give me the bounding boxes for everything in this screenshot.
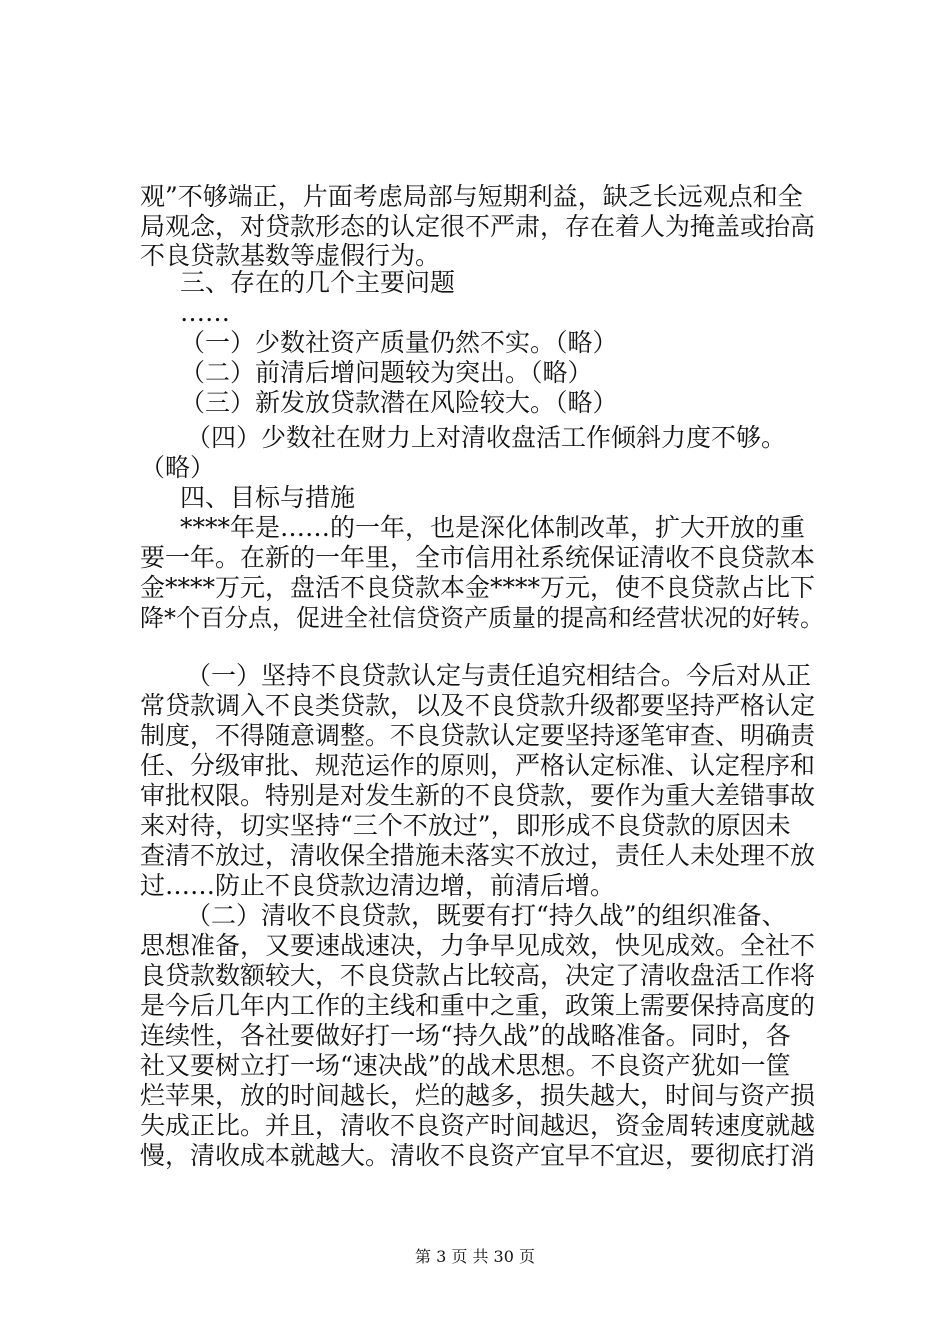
- text-line: 要一年。在新的一年里，全市信用社系统保证清收不良贷款本: [140, 543, 816, 572]
- ellipsis-line: ……: [180, 298, 230, 327]
- text-line: 过……防止不良贷款边清边增，前清后增。: [140, 871, 616, 900]
- text-line: 审批权限。特别是对发生新的不良贷款，要作为重大差错事故: [140, 781, 816, 810]
- text-line: 慢，清收成本就越大。清收不良资产宜早不宜迟，要彻底打消: [140, 1141, 816, 1170]
- list-item: （二）前清后增问题较为突出。（略）: [180, 358, 593, 387]
- text-line: 良贷款数额较大，不良贷款占比较高，决定了清收盘活工作将: [140, 961, 816, 990]
- text-line: 社又要树立打一场“速决战”的战术思想。不良资产犹如一筐: [140, 1051, 791, 1080]
- text-line: 烂苹果，放的时间越长，烂的越多，损失越大，时间与资产损: [140, 1081, 816, 1110]
- list-item: （四）少数社在财力上对清收盘活工作倾斜力度不够。: [186, 423, 787, 452]
- text-line: （二）清收不良贷款，既要有打“持久战”的组织准备、: [186, 901, 787, 930]
- text-line: （一）坚持不良贷款认定与责任追究相结合。今后对从正: [186, 661, 812, 690]
- text-line: 任、分级审批、规范运作的原则，严格认定标准、认定程序和: [140, 751, 816, 780]
- text-line: 思想准备，又要速战速决，力争早见成效，快见成效。全社不: [140, 931, 816, 960]
- page-number-footer: 第 3 页 共 30 页: [415, 1247, 535, 1266]
- text-line: 查清不放过，清收保全措施未落实不放过，责任人未处理不放: [140, 841, 816, 870]
- text-line: 金****万元，盘活不良贷款本金****万元，使不良贷款占比下: [140, 573, 816, 602]
- list-item: （一）少数社资产质量仍然不实。（略）: [180, 328, 618, 357]
- text-line: 来对待，切实坚持“三个不放过”，即形成不良贷款的原因未: [140, 811, 791, 840]
- text-line: 不良贷款基数等虚假行为。: [140, 241, 441, 270]
- text-line: 观”不够端正，片面考虑局部与短期利益，缺乏长远观点和全: [140, 182, 803, 211]
- text-line: 连续性，各社要做好打一场“持久战”的战略准备。同时，各: [140, 1021, 791, 1050]
- text-line: 是今后几年内工作的主线和重中之重，政策上需要保持高度的: [140, 991, 816, 1020]
- text-line: ****年是……的一年，也是深化体制改革，扩大开放的重: [180, 513, 806, 542]
- section-heading: 四、目标与措施: [180, 483, 356, 512]
- text-line: 降*个百分点，促进全社信贷资产质量的提高和经营状况的好转。: [140, 604, 824, 632]
- text-line: 局观念，对贷款形态的认定很不严肃，存在着人为掩盖或抬高: [140, 212, 816, 241]
- text-line: 常贷款调入不良类贷款，以及不良贷款升级都要坚持严格认定: [140, 691, 816, 720]
- text-line: 失成正比。并且，清收不良资产时间越迟，资金周转速度就越: [140, 1111, 816, 1140]
- section-heading: 三、存在的几个主要问题: [180, 268, 456, 297]
- text-line: （略）: [140, 453, 216, 482]
- text-line: 制度，不得随意调整。不良贷款认定要坚持逐笔审查、明确责: [140, 721, 816, 750]
- list-item: （三）新发放贷款潜在风险较大。（略）: [180, 388, 618, 417]
